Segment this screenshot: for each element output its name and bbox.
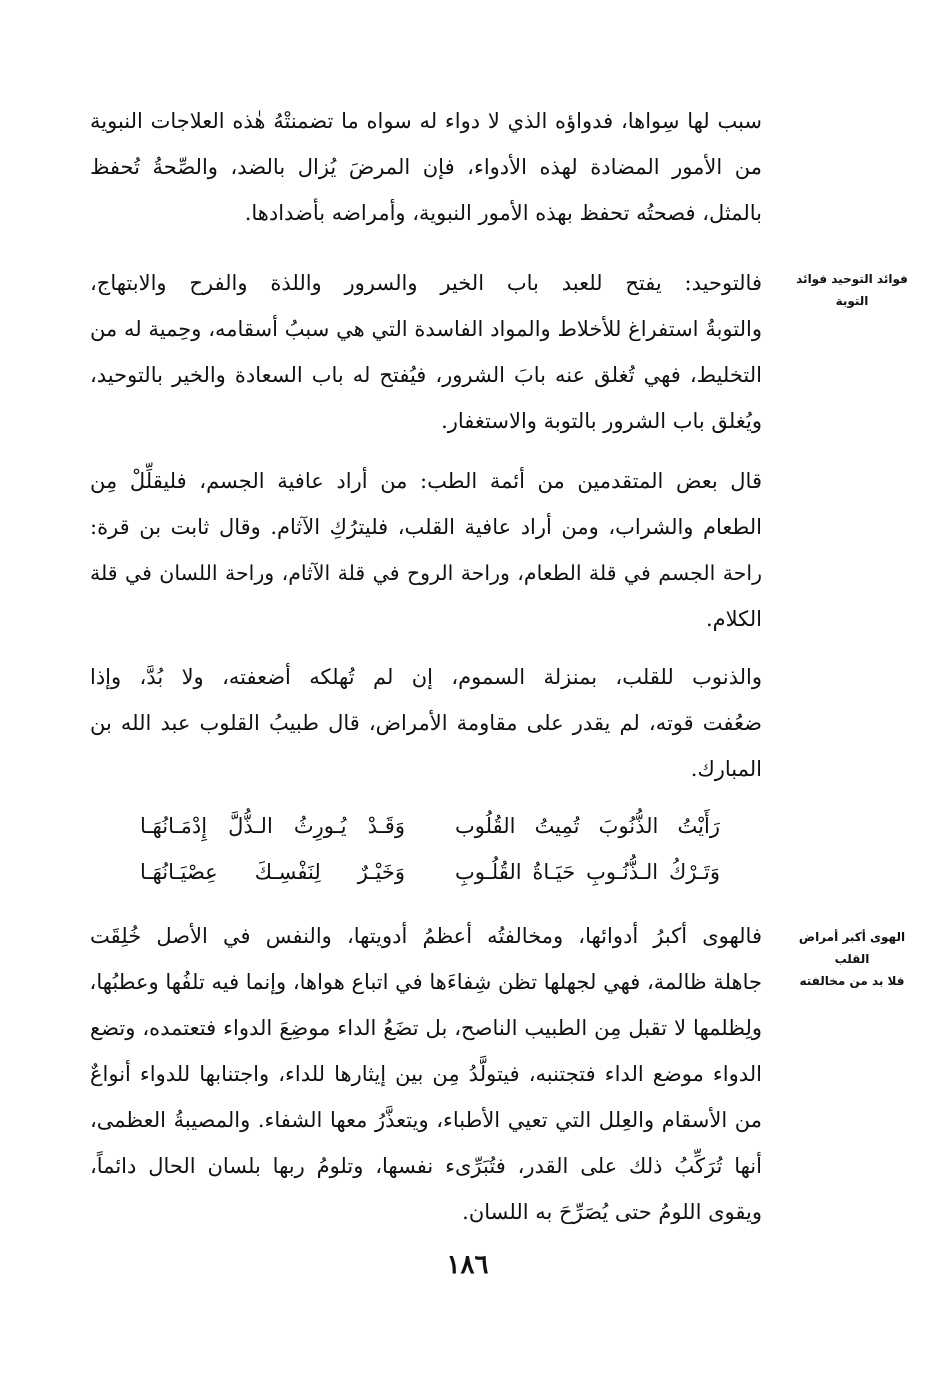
poem-hemistich: وَقَـدْ يُـورِثُ الـذُّلَّ إِدْمَـانُهَـا <box>140 814 405 838</box>
margin-note <box>787 926 917 992</box>
text-line: ولِظلمها لا تقبل مِن الطبيب الناصح، بل تضَعُ الداء موضِعَ الدواء فتعتمده، وتضع <box>90 1016 762 1040</box>
text-line: الكلام. <box>705 607 762 631</box>
text-line: والتوبةُ استفراغ للأخلاط والمواد الفاسدة التي هي سببُ أسقامه، وحِمية له من <box>90 317 762 341</box>
poem-hemistich: وَتَـرْكُ الـذُّنُـوبِ حَيَـاةُ القُلُـوبِ <box>455 860 720 884</box>
paragraph <box>90 654 762 792</box>
margin-note-line: فلا بد من مخالفته <box>799 974 905 988</box>
poem-hemistich: وَخَيْـرٌ لِنَفْسِـكَ عِصْيَـانُهَـا <box>140 860 405 884</box>
paragraph <box>90 98 762 236</box>
text-line: والذنوب للقلب، بمنزلة السموم، إن لم تُهلكه أضعفته، ولا بُدَّ، وإذا <box>90 665 762 689</box>
text-line: ويقوى اللومُ حتى يُصَرِّحَ به اللسان. <box>462 1200 762 1224</box>
text-line: فالهوى أكبرُ أدوائها، ومخالفتُه أعظمُ أدويتها، والنفس في الأصل خُلِقَت <box>90 924 762 948</box>
text-line: جاهلة ظالمة، فهي لجهلها تظن شِفاءَها في اتباع هواها، وإنما فيه تلفُها وعطبُها، <box>89 970 762 994</box>
text-line: قال بعض المتقدمين من أئمة الطب: من أراد عافية الجسم، فليقلِّلْ مِن <box>90 469 762 493</box>
margin-note-line: التوبة <box>835 294 869 308</box>
text-line: من الأسقام والعِلل التي تعيي الأطباء، ويتعذَّرُ معها الشفاء. والمصيبةُ العظمى، <box>90 1108 762 1132</box>
paragraph <box>90 260 762 444</box>
poem <box>140 803 720 895</box>
text-line: من الأمور المضادة لهذه الأدواء، فإن المرضَ يُزال بالضد، والصِّحةُ تُحفظ <box>90 155 762 179</box>
text-line: راحة الجسم في قلة الطعام، وراحة الروح في قلة الآثام، وراحة اللسان في قلة <box>90 561 762 585</box>
text-line: التخليط، فهي تُغلق عنه بابَ الشرور، فيُفتح له باب السعادة والخير بالتوحيد، <box>90 363 762 387</box>
poem-verse <box>140 803 720 849</box>
text-line: بالمثل، فصحتُه تحفظ بهذه الأمور النبوية، وأمراضه بأضدادها. <box>244 201 762 225</box>
poem-hemistich: رَأَيْتُ الذُّنُوبَ تُمِيتُ القُلُوب <box>455 814 720 838</box>
paragraph <box>90 458 762 642</box>
poem-verse <box>140 849 720 895</box>
text-line: أنها تُرَكِّبُ ذلك على القدر، فتُبَرِّىء نفسها، وتلومُ ربها بلسان الحال دائماً، <box>90 1154 762 1178</box>
text-line: الدواء موضع الداء فتجتنبه، فيتولَّدُ مِن بين إيثارها للداء، واجتنابها للدواء أنواعٌ <box>90 1062 762 1086</box>
text-line: ويُغلق باب الشرور بالتوبة والاستغفار. <box>441 409 762 433</box>
text-line: فالتوحيد: يفتح للعبد باب الخير والسرور واللذة والفرح والابتهاج، <box>90 271 762 295</box>
text-line: المبارك. <box>690 757 762 781</box>
paragraph <box>90 913 762 1235</box>
page-number: ١٨٦ <box>446 1250 489 1280</box>
margin-note-line: الهوى أكبر أمراض القلب <box>798 930 906 966</box>
text-line: ضعُفت قوته، لم يقدر على مقاومة الأمراض، قال طبيبُ القلوب عبد الله بن <box>90 711 762 735</box>
margin-note-line: فوائد التوحيد فوائد <box>796 272 908 286</box>
text-line: الطعام والشراب، ومن أراد عافية القلب، فليترُكِ الآثام. وقال ثابت بن قرة: <box>90 515 762 539</box>
text-line: سبب لها سِواها، فدواؤه الذي لا دواء له سواه ما تضمنتْهُ هٰذه العلاجات النبوية <box>90 109 762 133</box>
margin-note <box>787 268 917 312</box>
